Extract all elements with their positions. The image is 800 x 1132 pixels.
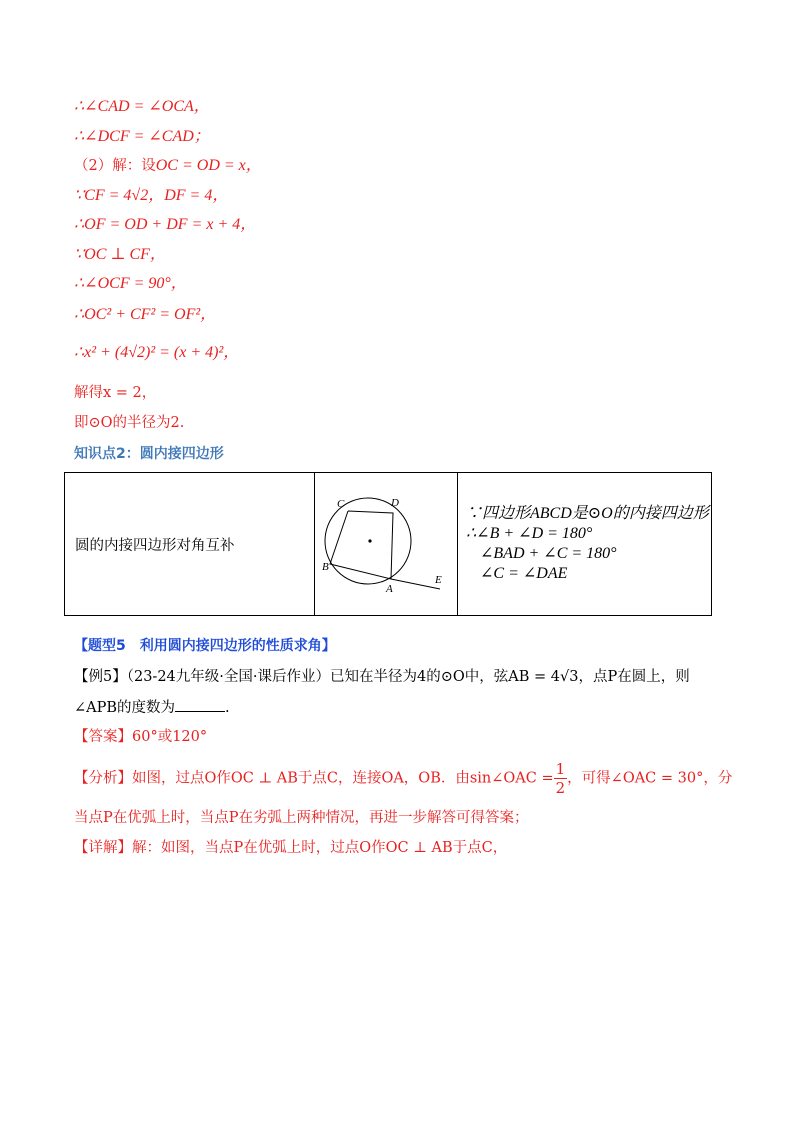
extension-ae	[391, 579, 440, 589]
detail-text: 解：如图，当点P在优弧上时，过点O作OC ⊥ AB于点C，	[132, 840, 508, 856]
detail-label: 【详解】	[74, 840, 132, 856]
example-period: .	[225, 700, 230, 716]
example-question: ∠APB的度数为	[74, 700, 176, 716]
proof-cell	[458, 473, 712, 616]
example-line-2	[74, 697, 230, 718]
solution-line-10	[74, 383, 156, 403]
cyclic-quadrilateral-figure	[315, 473, 457, 611]
proof-line-4: ∠C = ∠DAE	[480, 565, 568, 582]
proof-line-1: ∵四边形ABCD是⊙O的内接四边形	[466, 505, 709, 522]
label-c: C	[337, 498, 345, 510]
label-e: E	[435, 574, 442, 586]
solution-line-6	[74, 245, 166, 265]
answer-blank	[175, 697, 225, 712]
analysis-line-1	[74, 760, 732, 797]
result-text: 解得x = 2，	[74, 385, 157, 401]
solution-line-9	[74, 343, 239, 363]
math-text: ∴OC² + CF² = OF²，	[74, 306, 217, 323]
example-label: 【例5】	[74, 669, 127, 685]
part-2-label: （2）解：设	[74, 158, 156, 174]
solution-line-4	[74, 186, 228, 206]
label-a: A	[386, 583, 393, 595]
analysis-label: 【分析】	[74, 770, 132, 787]
analysis-text: 如图，过点O作OC ⊥ AB于点C，连接OA，OB．由sin∠OAC =	[132, 770, 554, 787]
proof-line-3: ∠BAD + ∠C = 180°	[480, 545, 617, 562]
solution-line-8	[74, 305, 216, 325]
example-text: （23-24九年级·全国·课后作业）已知在半径为4的⊙O中，弦AB = 4√3，点P在圆上，则	[126, 669, 690, 685]
answer-line	[74, 727, 207, 747]
fraction-numerator: 1	[555, 760, 566, 778]
answer-text: 60°或120°	[132, 729, 208, 745]
proof-line-2: ∴∠B + ∠D = 180°	[466, 525, 593, 542]
detail-line	[74, 838, 507, 858]
math-text: ∵OC ⊥ CF，	[74, 246, 166, 263]
math-text: ∴∠CAD = ∠OCA，	[74, 98, 210, 115]
solution-line-5	[74, 215, 256, 235]
solution-line-2	[74, 127, 210, 147]
theorem-table	[64, 472, 712, 616]
knowledge-point-heading: 知识点2：圆内接四边形	[74, 446, 224, 462]
solution-line-11	[74, 413, 184, 433]
quadrilateral	[330, 511, 393, 579]
fraction-denominator: 2	[555, 779, 566, 797]
label-d: D	[391, 497, 399, 509]
analysis-text-cont: ，可得∠OAC = 30°，分	[567, 770, 733, 787]
math-text: ∴∠DCF = ∠CAD；	[74, 128, 210, 145]
math-text: ∵CF = 4√2，DF = 4，	[74, 187, 229, 204]
math-text: ∴x² + (4√2)² = (x + 4)²，	[74, 344, 240, 361]
math-text: ∴OF = OD + DF = x + 4，	[74, 216, 257, 233]
answer-label: 【答案】	[74, 729, 132, 745]
solution-line-7	[74, 274, 187, 294]
center-dot	[368, 539, 371, 542]
fraction-one-half	[554, 760, 568, 797]
math-text: OC = OD = x，	[155, 157, 262, 174]
solution-line-3	[74, 156, 262, 176]
figure-cell	[315, 473, 458, 616]
example-line-1	[74, 667, 690, 687]
math-text: ∴∠OCF = 90°，	[74, 275, 187, 292]
label-b: B	[322, 561, 329, 573]
theorem-text: 圆的内接四边形对角互补	[65, 473, 315, 616]
solution-line-1	[74, 97, 210, 117]
analysis-line-2: 当点P在优弧上时，当点P在劣弧上两种情况，再进一步解答可得答案；	[74, 810, 529, 826]
radius-conclusion: 即⊙O的半径为2.	[74, 415, 185, 431]
section-title: 【题型5 利用圆内接四边形的性质求角】	[74, 638, 336, 654]
